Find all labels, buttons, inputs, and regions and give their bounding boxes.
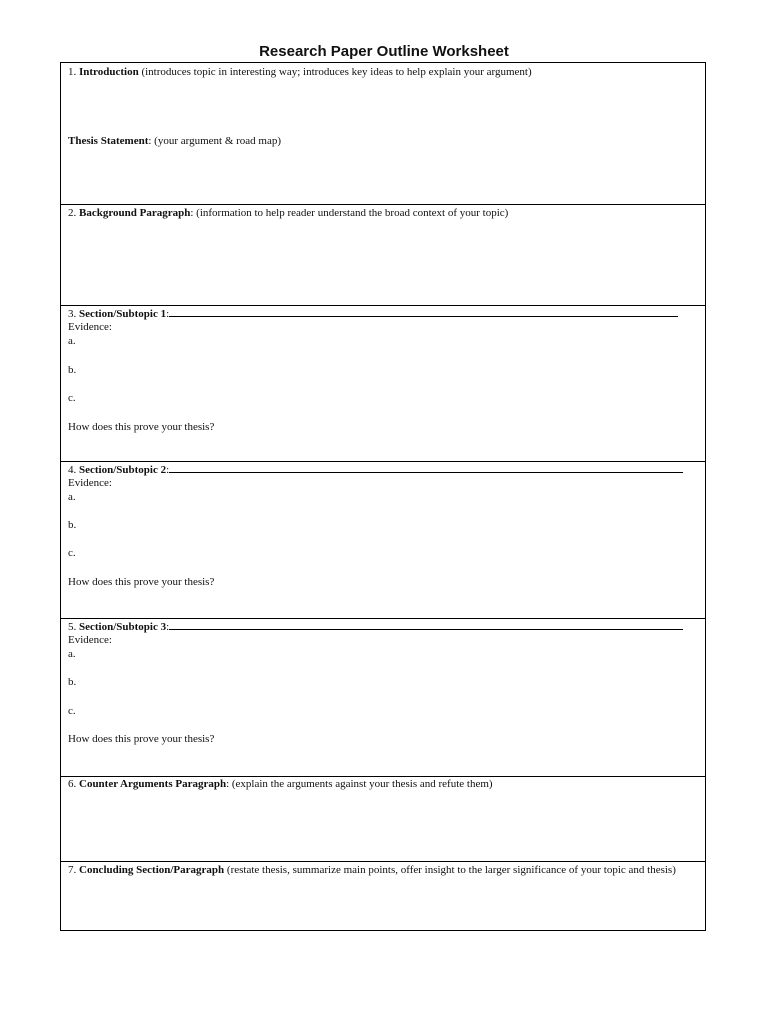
evidence-label: Evidence:: [68, 634, 112, 646]
subtopic-3-heading: 5. Section/Subtopic 3:: [68, 619, 683, 634]
evidence-item-b: b.: [68, 364, 77, 376]
evidence-item-b: b.: [68, 519, 77, 531]
page-title: Research Paper Outline Worksheet: [259, 43, 509, 60]
subtopic-3-section[interactable]: [61, 618, 705, 776]
subtopic-1-section[interactable]: [61, 305, 705, 461]
prove-thesis-question: How does this prove your thesis?: [68, 421, 215, 433]
introduction-description: (introduces topic in interesting way; introduces key ideas to help explain your argument): [138, 66, 532, 78]
prove-thesis-question: How does this prove your thesis?: [68, 733, 215, 745]
evidence-label: Evidence:: [68, 321, 112, 333]
introduction-section[interactable]: [61, 63, 705, 204]
evidence-item-b: b.: [68, 676, 77, 688]
subtopic-2-section[interactable]: [61, 461, 705, 618]
counter-arguments-heading: 6. Counter Arguments Paragraph: (explain the arguments against your thesis and refute them): [68, 778, 493, 790]
introduction-label: Introduction: [79, 66, 139, 78]
prove-thesis-question: How does this prove your thesis?: [68, 576, 215, 588]
thesis-statement-line: [68, 134, 281, 148]
thesis-statement-description: : (your argument & road map): [148, 135, 282, 147]
evidence-item-a: a.: [68, 648, 76, 660]
subtopic-2-blank-line[interactable]: [169, 462, 683, 473]
evidence-item-a: a.: [68, 491, 76, 503]
evidence-item-c: c.: [68, 547, 76, 559]
subtopic-3-label: Section/Subtopic 3: [79, 621, 167, 633]
counter-arguments-description: : (explain the arguments against your thesis and refute them): [226, 778, 493, 790]
outline-table: [60, 62, 706, 931]
conclusion-section[interactable]: [61, 861, 705, 930]
conclusion-description: (restate thesis, summarize main points, offer insight to the larger significance of your topic and thesis): [224, 864, 676, 876]
background-description: : (information to help reader understand the broad context of your topic): [190, 207, 509, 219]
evidence-item-a: a.: [68, 335, 76, 347]
evidence-label: Evidence:: [68, 477, 112, 489]
subtopic-2-heading: 4. Section/Subtopic 2:: [68, 462, 683, 477]
conclusion-heading: 7. Concluding Section/Paragraph (restate thesis, summarize main points, offer insight to the larger significance of your topic and thesis): [68, 864, 676, 876]
evidence-item-c: c.: [68, 392, 76, 404]
introduction-heading: 1. Introduction (introduces topic in interesting way; introduces key ideas to help explain your argument): [68, 66, 532, 78]
subtopic-3-blank-line[interactable]: [169, 619, 683, 630]
subtopic-1-heading: 3. Section/Subtopic 1:: [68, 306, 678, 321]
background-heading: 2. Background Paragraph: (information to help reader understand the broad context of your topic): [68, 207, 509, 219]
counter-arguments-label: Counter Arguments Paragraph: [79, 778, 227, 790]
evidence-item-c: c.: [68, 705, 76, 717]
conclusion-label: Concluding Section/Paragraph: [79, 864, 225, 876]
background-label: Background Paragraph: [79, 207, 191, 219]
background-section[interactable]: [61, 204, 705, 305]
subtopic-1-blank-line[interactable]: [169, 306, 678, 317]
counter-arguments-section[interactable]: [61, 776, 705, 861]
thesis-statement-label: Thesis Statement: [68, 135, 149, 147]
subtopic-2-label: Section/Subtopic 2: [79, 464, 167, 476]
subtopic-1-label: Section/Subtopic 1: [79, 308, 167, 320]
